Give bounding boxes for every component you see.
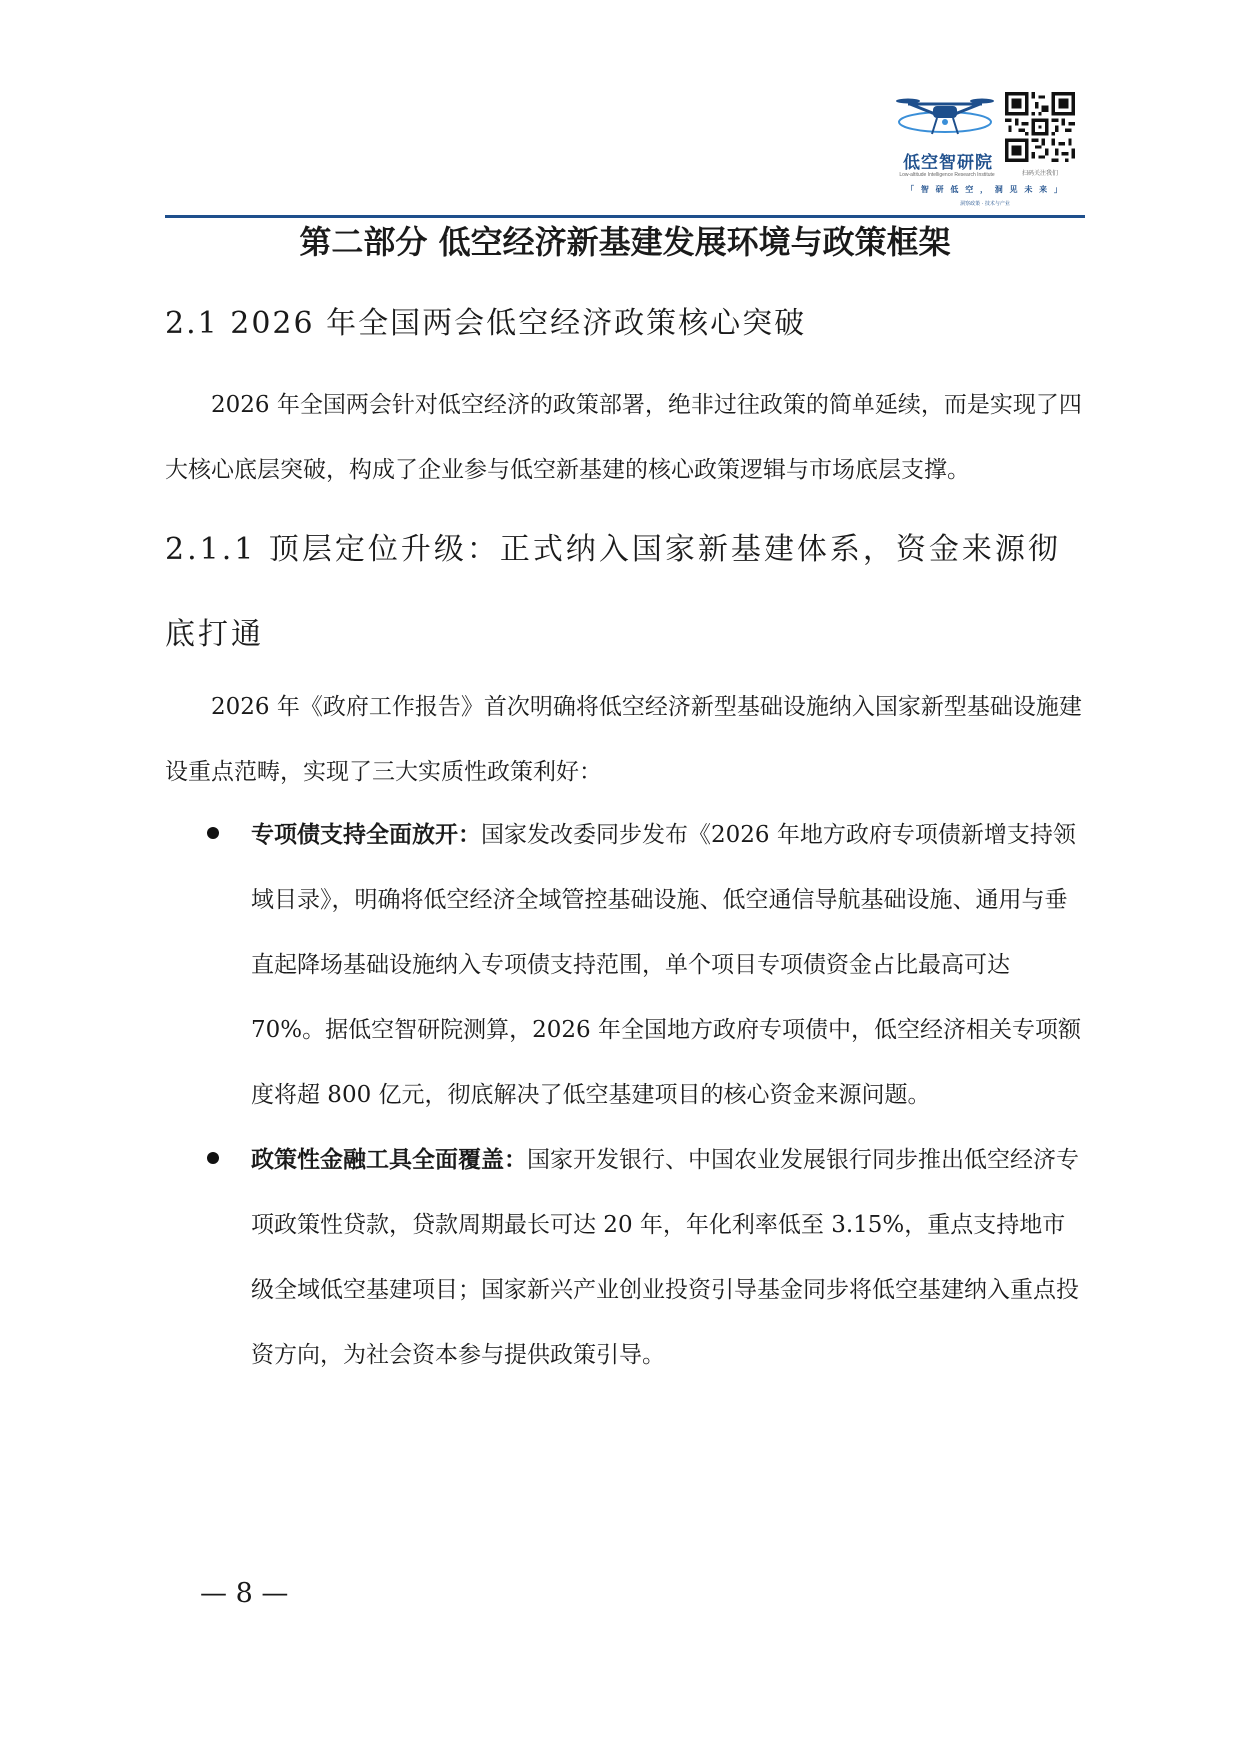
qr-code-icon[interactable]: [1005, 92, 1075, 162]
bullet-text: [251, 803, 1085, 1128]
intro-paragraph: 2026 年全国两会针对低空经济的政策部署，绝非过往政策的简单延续，而是实现了四大核心底层突破，构成了企业参与低空新基建的核心政策逻辑与市场底层支撑。: [165, 392, 1082, 483]
bullet-dot-icon: [207, 827, 219, 839]
body-paragraph: 2026 年《政府工作报告》首次明确将低空经济新型基础设施纳入国家新型基础设施建设重点范畴，实现了三大实质性政策利好：: [165, 694, 1082, 785]
part-title: 第二部分 低空经济新基建发展环境与政策框架: [299, 223, 951, 261]
header-divider: [165, 215, 1085, 218]
logo-english-name: Low-altitude Intelligence Research Institute: [899, 172, 995, 178]
bullet-lead: 政策性金融工具全面覆盖：: [251, 1147, 527, 1173]
qr-caption: 扫码关注我们: [1021, 170, 1058, 177]
section-heading: 2.1 2026 年全国两会低空经济政策核心突破: [165, 306, 807, 341]
page-number: — 8 —: [200, 1578, 289, 1609]
bullet-body: 国家开发银行、中国农业发展银行同步推出低空经济专项政策性贷款，贷款周期最长可达 20 年，年化利率低至 3.15%，重点支持地市级全域低空基建项目；国家新兴产业创业投资引导基金同步将低空基建纳入重点投资方向，为社会资本参与提供政策引导。: [251, 1147, 1079, 1368]
subsection-heading: 2.1.1 顶层定位升级：正式纳入国家新基建体系，资金来源彻底打通: [165, 532, 1061, 652]
bullet-body: 国家发改委同步发布《2026 年地方政府专项债新增支持领域目录》，明确将低空经济全域管控基础设施、低空通信导航基础设施、通用与垂直起降场基础设施纳入专项债支持范围，单个项目专项债资金占比最高可达 70%。据低空智研院测算，2026 年全国地方政府专项债中，低空经济相关专项额度将超 800 亿元，彻底解决了低空基建项目的核心资金来源问题。: [251, 822, 1081, 1108]
header-subslogan: 洞察政策 · 技术与产业: [960, 201, 1010, 207]
header-slogan: 「 智 研 低 空 ， 洞 见 未 来 」: [906, 185, 1064, 194]
logo-name: 低空智研院: [903, 153, 993, 173]
bullet-dot-icon: [207, 1152, 219, 1164]
bullet-lead: 专项债支持全面放开：: [251, 822, 481, 848]
bullet-text: [251, 1128, 1085, 1388]
header-logo: [890, 88, 1090, 218]
